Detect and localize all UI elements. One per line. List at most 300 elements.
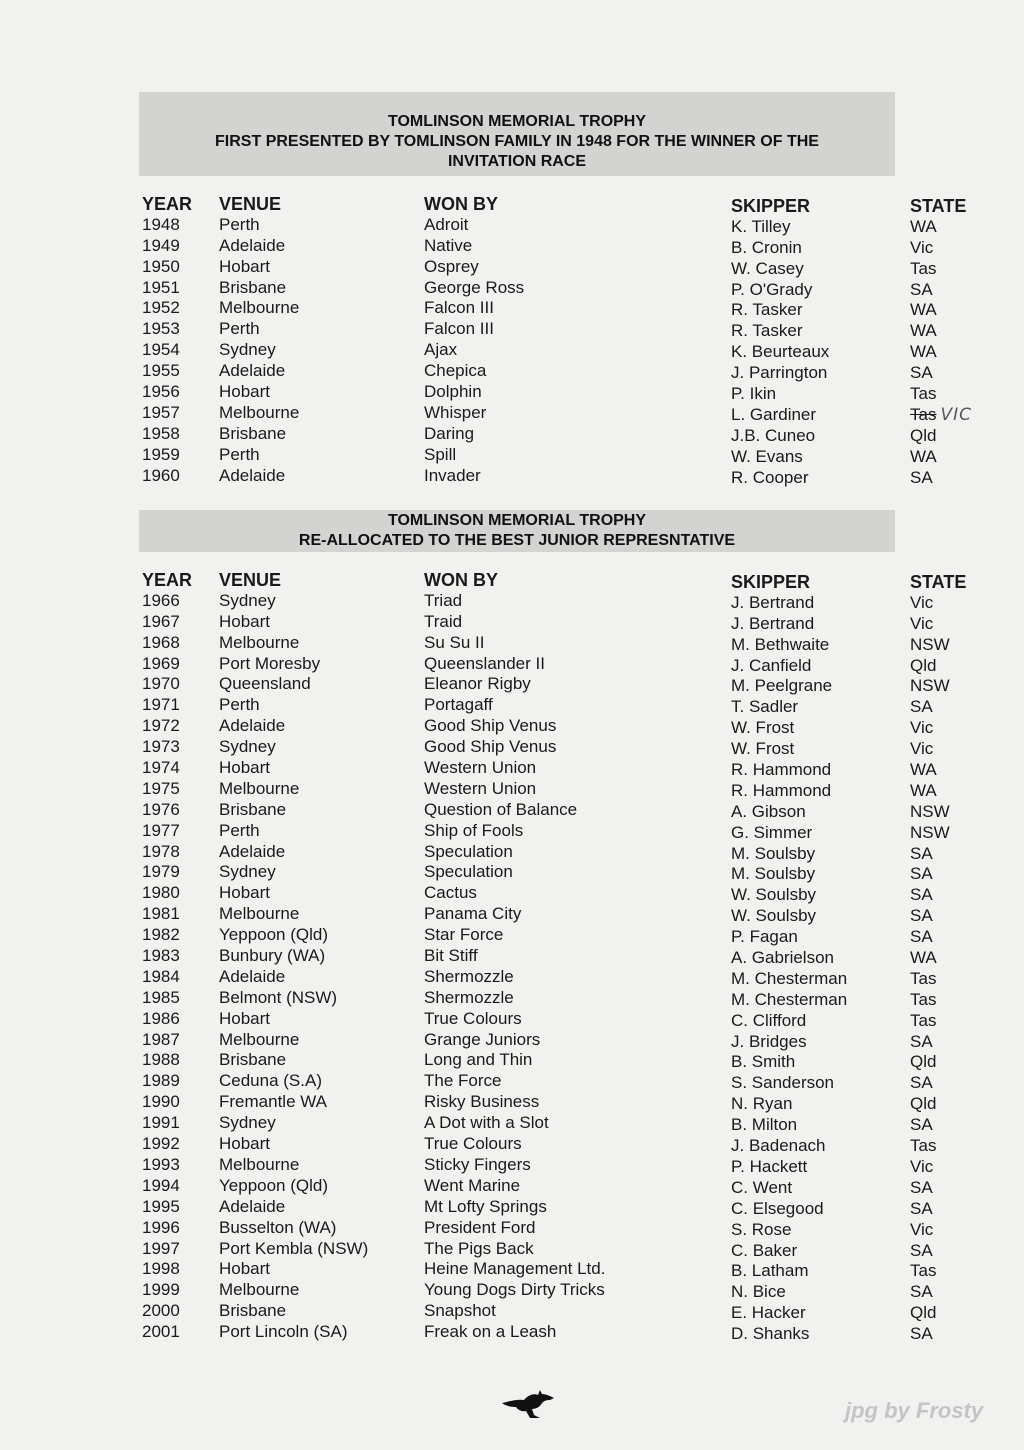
cell-year: 1979 — [142, 862, 180, 882]
cell-won-by: Grange Juniors — [424, 1029, 541, 1049]
cell-venue: Melbourne — [219, 1280, 300, 1300]
table-row — [0, 1197, 1024, 1218]
cell-skipper: W. Soulsby — [731, 906, 817, 926]
table-row — [0, 361, 1024, 382]
cell-won-by: Heine Management Ltd. — [424, 1259, 606, 1279]
cell-year: 1974 — [142, 758, 180, 778]
table-row — [0, 403, 1024, 424]
table-row — [0, 988, 1024, 1009]
cell-state: Qld — [910, 1052, 937, 1072]
cell-year: 1959 — [142, 444, 180, 464]
cell-state: WA — [910, 321, 937, 341]
cell-year: 1997 — [142, 1238, 180, 1258]
cell-won-by: Freak on a Leash — [424, 1322, 557, 1342]
cell-state: Tas — [910, 384, 937, 404]
cell-won-by: Mt Lofty Springs — [424, 1196, 547, 1216]
cell-venue: Yeppoon (Qld) — [219, 1175, 329, 1195]
cell-venue: Perth — [219, 695, 260, 715]
cell-venue: Perth — [219, 444, 260, 464]
cell-year: 1990 — [142, 1092, 180, 1112]
table-row — [0, 758, 1024, 779]
cell-won-by: Portagaff — [424, 695, 493, 715]
cell-venue: Adelaide — [219, 716, 286, 736]
table-row — [0, 382, 1024, 403]
cell-year: 1977 — [142, 820, 180, 840]
cell-won-by: Osprey — [424, 256, 479, 276]
table-row — [0, 1050, 1024, 1071]
cell-state: Vic — [910, 613, 934, 633]
cell-skipper: S. Rose — [731, 1219, 792, 1239]
cell-state: Qld — [910, 1303, 937, 1323]
cell-year: 1955 — [142, 361, 180, 381]
cell-state: WA — [910, 760, 937, 780]
table-row — [0, 591, 1024, 612]
cell-venue: Bunbury (WA) — [219, 946, 326, 966]
cell-venue: Hobart — [219, 883, 271, 903]
cell-venue: Busselton (WA) — [219, 1217, 337, 1237]
table-row — [0, 1280, 1024, 1301]
cell-won-by: Ajax — [424, 340, 458, 360]
cell-venue: Brisbane — [219, 799, 287, 819]
table-row — [0, 633, 1024, 654]
cell-year: 2001 — [142, 1322, 180, 1342]
cell-year: 1988 — [142, 1050, 180, 1070]
cell-state: SA — [910, 279, 933, 299]
cell-year: 1973 — [142, 737, 180, 757]
table-row — [0, 1071, 1024, 1092]
cell-state: SA — [910, 1177, 933, 1197]
cell-won-by: Shermozzle — [424, 987, 514, 1007]
cell-year: 1987 — [142, 1029, 180, 1049]
table-row — [0, 1239, 1024, 1260]
cell-venue: Perth — [219, 319, 260, 339]
cell-venue: Hobart — [219, 382, 271, 402]
cell-venue: Queensland — [219, 674, 311, 694]
cell-won-by: Young Dogs Dirty Tricks — [424, 1280, 605, 1300]
cell-skipper: J. Bridges — [731, 1031, 807, 1051]
cell-year: 1995 — [142, 1196, 180, 1216]
column-header-won-by: WON BY — [424, 570, 498, 590]
column-header-state: STATE — [910, 196, 967, 216]
cell-venue: Belmont (NSW) — [219, 987, 338, 1007]
section2-title-banner — [139, 510, 895, 552]
column-header-won-by: WON BY — [424, 194, 498, 214]
cell-won-by: Queenslander II — [424, 653, 545, 673]
cell-year: 1984 — [142, 966, 180, 986]
cell-year: 1966 — [142, 590, 180, 610]
section1-title-line: FIRST PRESENTED BY TOMLINSON FAMILY IN 1948 FOR THE WINNER OF THE — [215, 133, 819, 150]
section2-title-line: TOMLINSON MEMORIAL TROPHY — [387, 512, 647, 529]
cell-year: 1989 — [142, 1071, 180, 1091]
cell-skipper: M. Soulsby — [731, 864, 816, 884]
cell-won-by: Bit Stiff — [424, 946, 478, 966]
table-row — [0, 925, 1024, 946]
cell-won-by: Su Su II — [424, 632, 485, 652]
cell-year: 1972 — [142, 716, 180, 736]
cell-year: 1969 — [142, 653, 180, 673]
cell-state: Tas — [910, 258, 937, 278]
cell-won-by: Chepica — [424, 361, 487, 381]
cell-skipper: N. Ryan — [731, 1094, 793, 1114]
cell-won-by: Falcon III — [424, 298, 494, 318]
cell-won-by: President Ford — [424, 1217, 536, 1237]
cell-state: Qld — [910, 655, 937, 675]
cell-state: SA — [910, 1282, 933, 1302]
cell-won-by: Snapshot — [424, 1301, 496, 1321]
cell-won-by: Ship of Fools — [424, 820, 524, 840]
cell-venue: Melbourne — [219, 402, 300, 422]
cell-won-by: True Colours — [424, 1008, 522, 1028]
cell-year: 1960 — [142, 465, 180, 485]
cell-skipper: M. Chesterman — [731, 989, 848, 1009]
cell-won-by: Western Union — [424, 758, 537, 778]
cell-year: 1976 — [142, 799, 180, 819]
cell-skipper: P. O'Grady — [731, 279, 813, 299]
cell-venue: Melbourne — [219, 298, 300, 318]
cell-year: 1951 — [142, 277, 180, 297]
cell-state: SA — [910, 1031, 933, 1051]
table-row — [0, 800, 1024, 821]
table-row — [0, 1322, 1024, 1343]
section2-header-row — [0, 570, 1024, 591]
cell-year: 1983 — [142, 946, 180, 966]
cell-venue: Sydney — [219, 340, 276, 360]
cell-state: WA — [910, 342, 937, 362]
cell-skipper: W. Soulsby — [731, 885, 817, 905]
cell-venue: Sydney — [219, 590, 276, 610]
cell-won-by: Good Ship Venus — [424, 716, 557, 736]
cell-state: SA — [910, 1324, 933, 1344]
cell-venue: Perth — [219, 214, 260, 234]
cell-won-by: Question of Balance — [424, 799, 578, 819]
cell-won-by: Invader — [424, 465, 481, 485]
cell-venue: Port Moresby — [219, 653, 321, 673]
cell-year: 1957 — [142, 402, 180, 422]
table-row — [0, 298, 1024, 319]
table-row — [0, 1113, 1024, 1134]
cell-state: NSW — [910, 822, 950, 842]
section1-title-line: TOMLINSON MEMORIAL TROPHY — [387, 113, 647, 130]
table-row — [0, 424, 1024, 445]
cell-won-by: Shermozzle — [424, 966, 514, 986]
cell-skipper: K. Tilley — [731, 216, 791, 236]
cell-state: NSW — [910, 676, 950, 696]
cell-year: 1980 — [142, 883, 180, 903]
table-row — [0, 1301, 1024, 1322]
column-header-state: STATE — [910, 572, 967, 592]
cell-won-by: Star Force — [424, 925, 504, 945]
cell-state: SA — [910, 363, 933, 383]
cell-venue: Brisbane — [219, 1050, 287, 1070]
cell-skipper: B. Smith — [731, 1052, 796, 1072]
cell-skipper: R. Tasker — [731, 300, 803, 320]
cell-won-by: Whisper — [424, 402, 487, 422]
cell-state: Tas — [910, 968, 937, 988]
cell-skipper: W. Frost — [731, 718, 795, 738]
cell-venue: Perth — [219, 820, 260, 840]
cell-skipper: C. Went — [731, 1177, 793, 1197]
cell-year: 1978 — [142, 841, 180, 861]
column-header-skipper: SKIPPER — [731, 196, 811, 216]
cell-state: WA — [910, 948, 937, 968]
cell-state: SA — [910, 1240, 933, 1260]
table-row — [0, 779, 1024, 800]
cell-year: 1958 — [142, 423, 180, 443]
cell-skipper: D. Shanks — [731, 1324, 810, 1344]
cell-won-by: Triad — [424, 590, 463, 610]
cell-year: 1992 — [142, 1134, 180, 1154]
cell-won-by: Speculation — [424, 862, 513, 882]
cell-skipper: E. Hacker — [731, 1303, 806, 1323]
cell-venue: Melbourne — [219, 1029, 300, 1049]
kangaroo-icon — [500, 1385, 556, 1421]
cell-year: 1967 — [142, 611, 180, 631]
cell-skipper: R. Hammond — [731, 780, 832, 800]
table-row — [0, 862, 1024, 883]
cell-state: SA — [910, 927, 933, 947]
cell-venue: Hobart — [219, 758, 271, 778]
cell-state: Vic — [910, 739, 934, 759]
cell-state: Tas — [910, 989, 937, 1009]
column-header-venue: VENUE — [219, 194, 282, 214]
cell-won-by: Western Union — [424, 778, 537, 798]
cell-venue: Adelaide — [219, 465, 286, 485]
cell-state: Vic — [910, 237, 934, 257]
cell-skipper: M. Chesterman — [731, 968, 848, 988]
cell-state — [910, 405, 972, 425]
cell-state: WA — [910, 780, 937, 800]
table-row — [0, 278, 1024, 299]
table-row — [0, 340, 1024, 361]
cell-venue: Sydney — [219, 737, 276, 757]
cell-skipper: B. Latham — [731, 1261, 809, 1281]
cell-won-by: Sticky Fingers — [424, 1154, 531, 1174]
cell-venue: Hobart — [219, 1008, 271, 1028]
handwritten-correction: VIC — [940, 404, 972, 425]
cell-skipper: J. Canfield — [731, 655, 812, 675]
cell-state: SA — [910, 906, 933, 926]
cell-skipper: P. Hackett — [731, 1156, 808, 1176]
cell-state: Qld — [910, 425, 937, 445]
cell-year: 1994 — [142, 1175, 180, 1195]
cell-won-by: Falcon III — [424, 319, 494, 339]
column-header-venue: VENUE — [219, 570, 282, 590]
watermark-text: jpg by Frosty — [845, 1398, 984, 1423]
table-row — [0, 716, 1024, 737]
cell-venue: Hobart — [219, 1134, 271, 1154]
cell-skipper: T. Sadler — [731, 697, 799, 717]
cell-venue: Brisbane — [219, 1301, 287, 1321]
cell-state: Tas — [910, 1010, 937, 1030]
cell-venue: Sydney — [219, 862, 276, 882]
cell-venue: Adelaide — [219, 841, 286, 861]
cell-state: WA — [910, 300, 937, 320]
cell-venue: Port Lincoln (SA) — [219, 1322, 348, 1342]
cell-venue: Adelaide — [219, 1196, 286, 1216]
cell-skipper: R. Tasker — [731, 321, 803, 341]
cell-skipper: M. Bethwaite — [731, 634, 830, 654]
cell-state: SA — [910, 1198, 933, 1218]
cell-skipper: P. Ikin — [731, 384, 777, 404]
cell-year: 1948 — [142, 214, 180, 234]
cell-skipper: W. Frost — [731, 739, 795, 759]
cell-venue: Adelaide — [219, 361, 286, 381]
cell-year: 2000 — [142, 1301, 180, 1321]
cell-year: 1981 — [142, 904, 180, 924]
cell-skipper: W. Evans — [731, 446, 803, 466]
cell-venue: Fremantle WA — [219, 1092, 328, 1112]
cell-skipper: S. Sanderson — [731, 1073, 835, 1093]
cell-state: NSW — [910, 634, 950, 654]
cell-skipper: M. Soulsby — [731, 843, 816, 863]
table-row — [0, 257, 1024, 278]
section1-table — [0, 194, 1024, 486]
cell-year: 1985 — [142, 987, 180, 1007]
cell-skipper: A. Gabrielson — [731, 948, 834, 968]
table-row — [0, 1218, 1024, 1239]
table-row — [0, 1155, 1024, 1176]
cell-venue: Sydney — [219, 1113, 276, 1133]
cell-skipper: C. Baker — [731, 1240, 798, 1260]
cell-venue: Port Kembla (NSW) — [219, 1238, 369, 1258]
cell-year: 1999 — [142, 1280, 180, 1300]
column-header-skipper: SKIPPER — [731, 572, 811, 592]
cell-state: Vic — [910, 592, 934, 612]
cell-state: Qld — [910, 1094, 937, 1114]
cell-state: Vic — [910, 1156, 934, 1176]
table-row — [0, 612, 1024, 633]
cell-state: SA — [910, 467, 933, 487]
cell-venue: Adelaide — [219, 235, 286, 255]
cell-won-by: George Ross — [424, 277, 525, 297]
cell-year: 1950 — [142, 256, 180, 276]
table-row — [0, 1134, 1024, 1155]
cell-venue: Melbourne — [219, 632, 300, 652]
cell-won-by: A Dot with a Slot — [424, 1113, 549, 1133]
cell-won-by: Panama City — [424, 904, 522, 924]
cell-state: SA — [910, 843, 933, 863]
cell-year: 1998 — [142, 1259, 180, 1279]
cell-year: 1968 — [142, 632, 180, 652]
cell-venue: Brisbane — [219, 423, 287, 443]
table-row — [0, 1259, 1024, 1280]
section1-title-banner — [139, 92, 895, 176]
cell-won-by: Good Ship Venus — [424, 737, 557, 757]
cell-venue: Hobart — [219, 256, 271, 276]
cell-year: 1956 — [142, 382, 180, 402]
section1-title-line: INVITATION RACE — [447, 153, 587, 170]
cell-skipper: A. Gibson — [731, 801, 806, 821]
section2-title-line: RE-ALLOCATED TO THE BEST JUNIOR REPRESNTATIVE — [298, 532, 736, 549]
cell-won-by: The Force — [424, 1071, 502, 1091]
cell-year: 1996 — [142, 1217, 180, 1237]
table-row — [0, 445, 1024, 466]
cell-skipper: G. Simmer — [731, 822, 813, 842]
cell-skipper: P. Fagan — [731, 927, 798, 947]
table-row — [0, 946, 1024, 967]
table-row — [0, 821, 1024, 842]
table-row — [0, 319, 1024, 340]
cell-venue: Hobart — [219, 1259, 271, 1279]
column-header-year: YEAR — [142, 194, 193, 214]
cell-state: SA — [910, 864, 933, 884]
cell-skipper: J. Bertrand — [731, 613, 815, 633]
cell-year: 1971 — [142, 695, 180, 715]
cell-venue: Adelaide — [219, 966, 286, 986]
cell-state: Vic — [910, 718, 934, 738]
cell-state: SA — [910, 1115, 933, 1135]
table-row — [0, 1092, 1024, 1113]
cell-skipper: M. Peelgrane — [731, 676, 833, 696]
cell-won-by: Spill — [424, 444, 457, 464]
cell-won-by: True Colours — [424, 1134, 522, 1154]
cell-skipper: W. Casey — [731, 258, 804, 278]
cell-state: Vic — [910, 1219, 934, 1239]
cell-year: 1952 — [142, 298, 180, 318]
cell-venue: Ceduna (S.A) — [219, 1071, 322, 1091]
cell-won-by: Speculation — [424, 841, 513, 861]
cell-won-by: Dolphin — [424, 382, 482, 402]
table-row — [0, 695, 1024, 716]
table-row — [0, 215, 1024, 236]
cell-won-by: Adroit — [424, 214, 469, 234]
table-row — [0, 1176, 1024, 1197]
table-row — [0, 466, 1024, 487]
struck-state: Tas — [910, 404, 937, 424]
cell-skipper: J. Parrington — [731, 363, 828, 383]
table-row — [0, 883, 1024, 904]
table-row — [0, 654, 1024, 675]
cell-state: WA — [910, 446, 937, 466]
cell-skipper: J. Badenach — [731, 1136, 826, 1156]
cell-year: 1993 — [142, 1154, 180, 1174]
cell-won-by: Went Marine — [424, 1175, 521, 1195]
cell-skipper: K. Beurteaux — [731, 342, 830, 362]
cell-won-by: Traid — [424, 611, 463, 631]
table-row — [0, 904, 1024, 925]
cell-won-by: Cactus — [424, 883, 477, 903]
cell-venue: Melbourne — [219, 1154, 300, 1174]
cell-skipper: R. Hammond — [731, 760, 832, 780]
cell-skipper: B. Milton — [731, 1115, 798, 1135]
cell-skipper: C. Elsegood — [731, 1198, 824, 1218]
cell-won-by: The Pigs Back — [424, 1238, 534, 1258]
table-row — [0, 1030, 1024, 1051]
cell-won-by: Long and Thin — [424, 1050, 533, 1070]
table-row — [0, 967, 1024, 988]
cell-venue: Yeppoon (Qld) — [219, 925, 329, 945]
table-row — [0, 842, 1024, 863]
column-header-year: YEAR — [142, 570, 193, 590]
cell-state: WA — [910, 216, 937, 236]
table-row — [0, 236, 1024, 257]
cell-won-by: Eleanor Rigby — [424, 674, 531, 694]
cell-state: Tas — [910, 1261, 937, 1281]
table-row — [0, 737, 1024, 758]
cell-skipper: R. Cooper — [731, 467, 809, 487]
cell-won-by: Native — [424, 235, 473, 255]
cell-skipper: N. Bice — [731, 1282, 786, 1302]
cell-won-by: Daring — [424, 423, 475, 443]
cell-won-by: Risky Business — [424, 1092, 540, 1112]
cell-state: NSW — [910, 801, 950, 821]
section2-table — [0, 570, 1024, 1343]
cell-skipper: L. Gardiner — [731, 404, 817, 424]
cell-venue: Brisbane — [219, 277, 287, 297]
cell-year: 1982 — [142, 925, 180, 945]
cell-state: SA — [910, 885, 933, 905]
table-row — [0, 1009, 1024, 1030]
